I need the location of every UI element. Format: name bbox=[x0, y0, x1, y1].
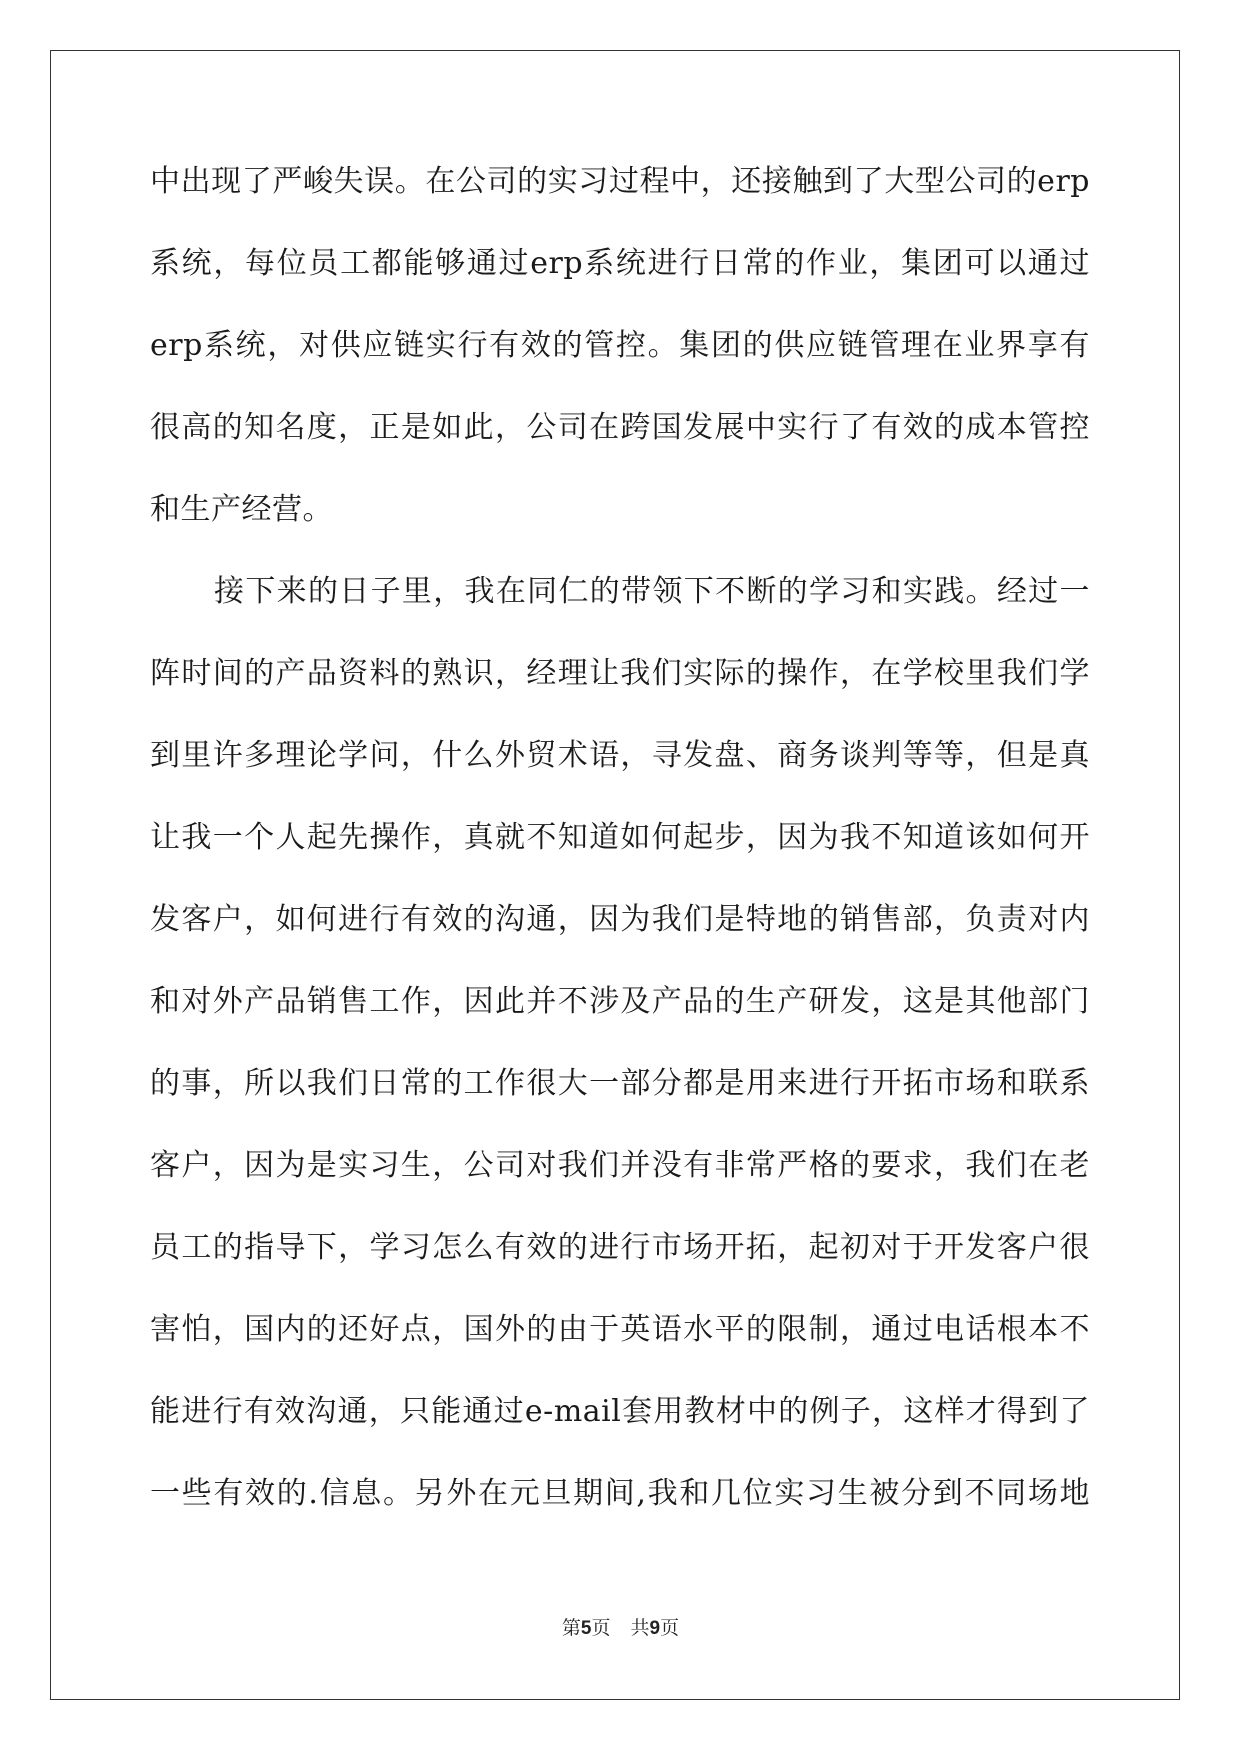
text-line: 接下来的日子里，我在同仁的带领下不断的学习和实践。经过一 bbox=[214, 574, 1090, 609]
text-line: 和生产经营。 bbox=[150, 492, 333, 527]
text-line: 让我一个人起先操作，真就不知道如何起步，因为我不知道该如何开 bbox=[150, 820, 1090, 855]
text-line: 一些有效的.信息。另外在元旦期间,我和几位实习生被分到不同场地 bbox=[150, 1476, 1090, 1511]
text-line: 害怕，国内的还好点，国外的由于英语水平的限制，通过电话根本不 bbox=[150, 1312, 1090, 1347]
text-line: 阵时间的产品资料的熟识，经理让我们实际的操作，在学校里我们学 bbox=[150, 656, 1090, 691]
page-number: 5 bbox=[580, 1618, 592, 1639]
text-line: 很高的知名度，正是如此，公司在跨国发展中实行了有效的成本管控 bbox=[150, 410, 1090, 445]
paragraph bbox=[150, 160, 1090, 570]
document-body bbox=[150, 160, 1090, 1554]
text-line: 发客户，如何进行有效的沟通，因为我们是特地的销售部，负责对内 bbox=[150, 902, 1090, 937]
text-line: 客户，因为是实习生，公司对我们并没有非常严格的要求，我们在老 bbox=[150, 1148, 1090, 1183]
text-line: 的事，所以我们日常的工作很大一部分都是用来进行开拓市场和联系 bbox=[150, 1066, 1090, 1101]
text-line: 系统，每位员工都能够通过erp系统进行日常的作业，集团可以通过 bbox=[150, 246, 1090, 281]
footer-page-suffix: 页 bbox=[591, 1617, 611, 1639]
text-line: 能进行有效沟通，只能通过e-mail套用教材中的例子，这样才得到了 bbox=[150, 1394, 1090, 1429]
footer-total-suffix: 页 bbox=[660, 1617, 680, 1639]
paragraph bbox=[150, 570, 1090, 1554]
footer-total-prefix: 共 bbox=[630, 1617, 650, 1639]
text-line: 到里许多理论学问，什么外贸术语，寻发盘、商务谈判等等，但是真 bbox=[150, 738, 1090, 773]
total-pages: 9 bbox=[649, 1618, 661, 1639]
text-line: erp系统，对供应链实行有效的管控。集团的供应链管理在业界享有 bbox=[150, 328, 1090, 363]
text-line: 员工的指导下，学习怎么有效的进行市场开拓，起初对于开发客户很 bbox=[150, 1230, 1090, 1265]
footer-prefix: 第 bbox=[561, 1617, 581, 1639]
page-footer bbox=[0, 1616, 1241, 1641]
text-line: 中出现了严峻失误。在公司的实习过程中，还接触到了大型公司的erp bbox=[150, 164, 1090, 199]
text-line: 和对外产品销售工作，因此并不涉及产品的生产研发，这是其他部门 bbox=[150, 984, 1090, 1019]
